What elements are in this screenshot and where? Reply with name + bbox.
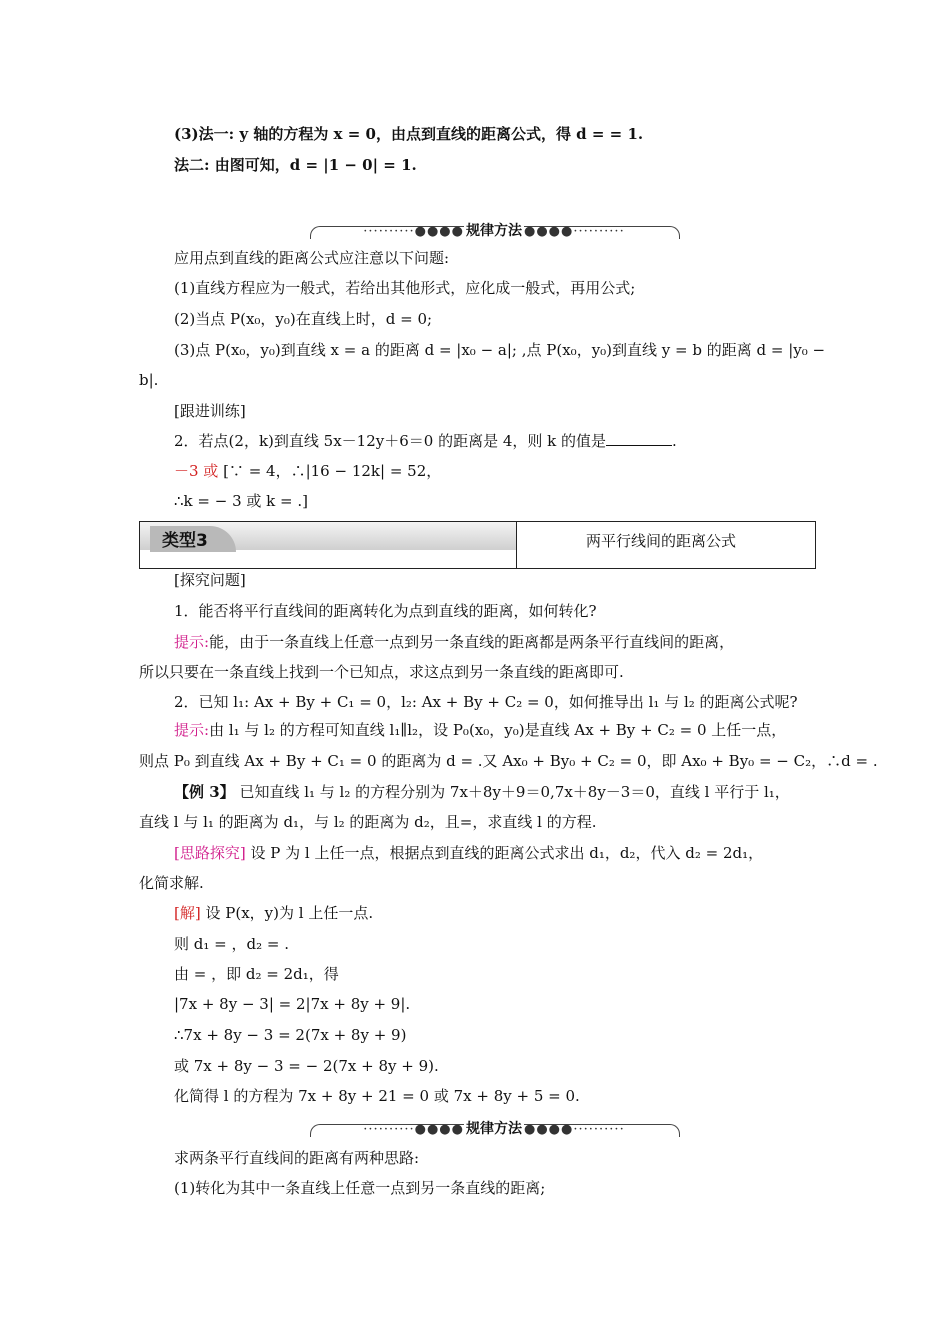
- line-text: 或 7x + 8y − 3 = − 2(7x + 8y + 9).: [174, 1057, 439, 1075]
- text-line: [174, 1025, 406, 1045]
- hint-label: 提示:: [174, 633, 210, 651]
- line-text: 法二: 由图可知，d = |1 − 0| = 1.: [174, 156, 417, 174]
- text-line: [174, 1056, 439, 1076]
- line-text: 由 = ，即 d₂ = 2d₁，得: [174, 965, 339, 983]
- line-text: 已知直线 l₁ 与 l₂ 的方程分别为 7x＋8y＋9＝0,7x＋8y－3＝0，直线 l 平行于 l₁，: [234, 783, 790, 801]
- text-line: [139, 812, 596, 832]
- line-text: 所以只要在一条直线上找到一个已知点，求这点到另一条直线的距离即可.: [139, 663, 624, 681]
- line-text: 1．能否将平行直线间的距离转化为点到直线的距离，如何转化?: [174, 602, 597, 620]
- line-text: ∴k = − 3 或 k = .]: [174, 492, 308, 510]
- line-text: .: [672, 432, 677, 450]
- text-line: [174, 278, 635, 298]
- banner-title: 规律方法: [466, 1121, 522, 1137]
- example-label: 【例 3】: [174, 783, 235, 801]
- line-text: (3)点 P(x₀，y₀)到直线 x = a 的距离 d = |x₀ − a|; ,点 P(x₀，y₀)到直线 y = b 的距离 d = |y₀ −: [174, 341, 826, 359]
- line-text: [探究问题]: [174, 571, 246, 589]
- line-text: 化简得 l 的方程为 7x + 8y + 21 = 0 或 7x + 8y + 5 = 0.: [174, 1087, 580, 1105]
- text-line: [174, 903, 373, 923]
- line-text: 应用点到直线的距离公式应注意以下问题:: [174, 249, 450, 267]
- text-line: [139, 370, 158, 390]
- line-text: 设 P(x，y)为 l 上任一点.: [200, 904, 374, 922]
- banner-title: 规律方法: [466, 223, 522, 239]
- answer-text: －3 或: [174, 462, 219, 480]
- text-line: [174, 843, 763, 863]
- text-line: [174, 491, 308, 511]
- section-type-box: [139, 521, 816, 569]
- text-line: [174, 124, 643, 144]
- text-line: [174, 964, 339, 984]
- line-text: (3)法一: y 轴的方程为 x = 0，由点到直线的距离公式，得 d = = 1.: [174, 125, 644, 143]
- idea-label: [思路探究]: [174, 844, 246, 862]
- text-line: [139, 751, 878, 771]
- text-line: [174, 1178, 545, 1198]
- line-text: 化简求解.: [139, 874, 204, 892]
- line-text: 2．已知 l₁: Ax + By + C₁ = 0，l₂: Ax + By + C₂ = 0，如何推导出 l₁ 与 l₂ 的距离公式呢?: [174, 693, 798, 711]
- banner-dots: ●●●●··········: [524, 224, 625, 239]
- line-text: 由 l₁ 与 l₂ 的方程可知直线 l₁∥l₂，设 P₀(x₀，y₀)是直线 Ax + By + C₂ = 0 上任一点，: [209, 721, 787, 739]
- banner-dots: ··········●●●●: [363, 1122, 464, 1137]
- method-banner: [310, 1116, 680, 1138]
- line-text: 则点 P₀ 到直线 Ax + By + C₁ = 0 的距离为 d = .又 Ax₀ + By₀ + C₂ = 0，即 Ax₀ + By₀ = − C₂，∴d = .: [139, 752, 878, 770]
- line-text: 求两条平行直线间的距离有两种思路:: [174, 1149, 420, 1167]
- line-text: 2．若点(2，k)到直线 5x－12y＋6＝0 的距离是 4，则 k 的值是: [174, 432, 607, 450]
- hint-label: 提示:: [174, 721, 210, 739]
- text-line: [174, 692, 798, 712]
- line-text: 能，由于一条直线上任意一点到另一条直线的距离都是两条平行直线间的距离，: [209, 633, 735, 651]
- text-line: [174, 431, 677, 451]
- text-line: [174, 994, 410, 1014]
- text-line: [174, 601, 597, 621]
- banner-dots: ··········●●●●: [363, 224, 464, 239]
- banner-title-row: [328, 220, 660, 240]
- section-heading: 两平行线间的距离公式: [586, 532, 737, 550]
- line-text: 则 d₁ = ，d₂ = .: [174, 935, 289, 953]
- text-line: [174, 934, 289, 954]
- text-line: [174, 570, 246, 590]
- method-banner: [310, 218, 680, 240]
- banner-title-row: [328, 1118, 660, 1138]
- text-line: [174, 401, 246, 421]
- text-line: [174, 248, 449, 268]
- line-text: (1)转化为其中一条直线上任意一点到另一条直线的距离;: [174, 1179, 546, 1197]
- line-text: (1)直线方程应为一般式，若给出其他形式，应化成一般式，再用公式;: [174, 279, 636, 297]
- line-text: [∵ = 4，∴|16 − 12k| = 52，: [218, 462, 442, 480]
- line-text: ∴7x + 8y − 3 = 2(7x + 8y + 9): [174, 1026, 407, 1044]
- text-line: [174, 155, 417, 175]
- line-text: 直线 l 与 l₁ 的距离为 d₁，与 l₂ 的距离为 d₂，且=，求直线 l 的方程.: [139, 813, 597, 831]
- text-line: [139, 662, 624, 682]
- text-line: [174, 461, 441, 481]
- type-box-divider: [516, 522, 517, 568]
- solution-label: [解]: [174, 904, 201, 922]
- text-line: [174, 309, 432, 329]
- text-line: [174, 632, 734, 652]
- line-text: b|.: [139, 371, 159, 389]
- text-line: [174, 340, 825, 360]
- banner-dots: ●●●●··········: [524, 1122, 625, 1137]
- line-text: 设 P 为 l 上任一点，根据点到直线的距离公式求出 d₁，d₂，代入 d₂ = 2d₁，: [245, 844, 764, 862]
- text-line: [174, 720, 786, 740]
- text-line: [139, 873, 204, 893]
- type-tag-label: 类型3: [162, 531, 208, 551]
- answer-blank: [606, 431, 672, 446]
- line-text: |7x + 8y − 3| = 2|7x + 8y + 9|.: [174, 995, 411, 1013]
- text-line: [174, 782, 790, 802]
- line-text: [跟进训练]: [174, 402, 246, 420]
- text-line: [174, 1148, 419, 1168]
- text-line: [174, 1086, 580, 1106]
- line-text: (2)当点 P(x₀，y₀)在直线上时，d = 0;: [174, 310, 433, 328]
